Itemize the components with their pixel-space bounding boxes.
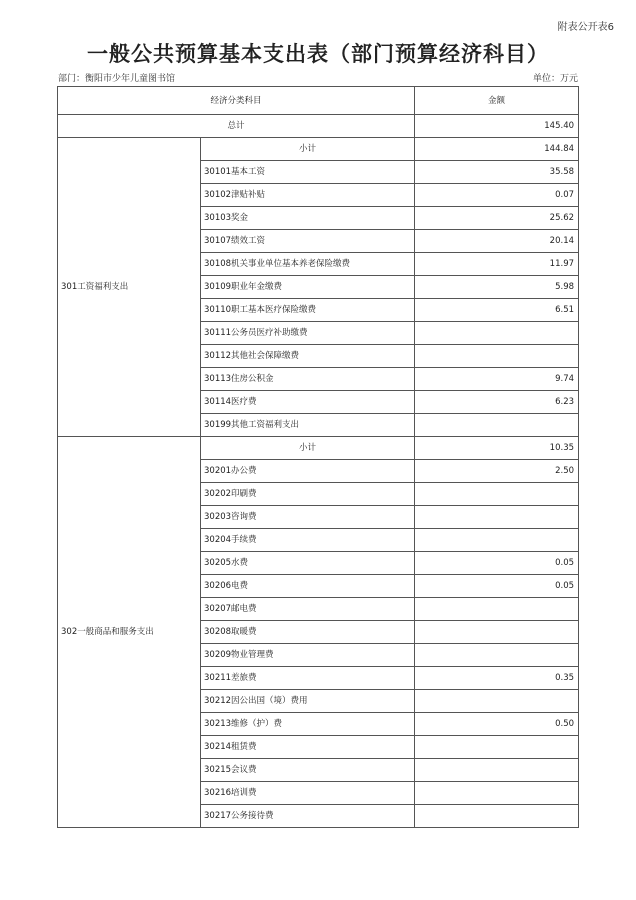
total-amount: 145.40 xyxy=(415,115,579,138)
item-name: 30114医疗费 xyxy=(201,391,415,414)
item-name: 30111公务员医疗补助缴费 xyxy=(201,322,415,345)
item-amount xyxy=(415,805,579,828)
item-name: 30199其他工资福利支出 xyxy=(201,414,415,437)
item-name: 30217公务接待费 xyxy=(201,805,415,828)
item-name: 30109职业年金缴费 xyxy=(201,276,415,299)
item-amount xyxy=(415,529,579,552)
item-amount xyxy=(415,621,579,644)
item-amount xyxy=(415,644,579,667)
item-amount xyxy=(415,322,579,345)
subtotal-amount: 10.35 xyxy=(415,437,579,460)
item-name: 30203咨询费 xyxy=(201,506,415,529)
category-label: 301工资福利支出 xyxy=(58,138,201,437)
item-amount: 9.74 xyxy=(415,368,579,391)
item-amount: 0.05 xyxy=(415,552,579,575)
item-amount xyxy=(415,506,579,529)
item-amount: 25.62 xyxy=(415,207,579,230)
item-name: 30206电费 xyxy=(201,575,415,598)
header-amount: 金额 xyxy=(415,87,579,115)
item-name: 30211差旅费 xyxy=(201,667,415,690)
item-name: 30212因公出国（境）费用 xyxy=(201,690,415,713)
item-amount: 11.97 xyxy=(415,253,579,276)
item-name: 30213维修（护）费 xyxy=(201,713,415,736)
item-name: 30102津贴补贴 xyxy=(201,184,415,207)
item-amount: 0.50 xyxy=(415,713,579,736)
item-name: 30208取暖费 xyxy=(201,621,415,644)
subtotal-label: 小计 xyxy=(201,437,415,460)
table-header-row xyxy=(58,87,579,115)
item-amount: 2.50 xyxy=(415,460,579,483)
item-name: 30113住房公积金 xyxy=(201,368,415,391)
item-amount xyxy=(415,759,579,782)
item-name: 30214租赁费 xyxy=(201,736,415,759)
item-amount: 0.35 xyxy=(415,667,579,690)
item-amount: 6.51 xyxy=(415,299,579,322)
item-name: 30110职工基本医疗保险缴费 xyxy=(201,299,415,322)
subtotal-row xyxy=(58,138,579,161)
category-label: 302一般商品和服务支出 xyxy=(58,437,201,828)
item-amount: 20.14 xyxy=(415,230,579,253)
item-name: 30209物业管理费 xyxy=(201,644,415,667)
item-amount: 0.05 xyxy=(415,575,579,598)
item-amount xyxy=(415,782,579,805)
unit-label: 单位：万元 xyxy=(532,74,578,84)
subtotal-amount: 144.84 xyxy=(415,138,579,161)
item-amount: 6.23 xyxy=(415,391,579,414)
item-amount xyxy=(415,414,579,437)
total-row xyxy=(58,115,579,138)
department-label: 部门：衡阳市少年儿童图书馆 xyxy=(58,74,176,84)
header-subject: 经济分类科目 xyxy=(58,87,415,115)
item-name: 30204手续费 xyxy=(201,529,415,552)
item-amount xyxy=(415,598,579,621)
budget-table xyxy=(57,86,579,828)
item-name: 30103奖金 xyxy=(201,207,415,230)
item-name: 30205水费 xyxy=(201,552,415,575)
item-name: 30202印刷费 xyxy=(201,483,415,506)
item-name: 30207邮电费 xyxy=(201,598,415,621)
item-amount xyxy=(415,483,579,506)
item-amount: 35.58 xyxy=(415,161,579,184)
form-number: 附表公开表6 xyxy=(557,22,614,33)
item-name: 30108机关事业单位基本养老保险缴费 xyxy=(201,253,415,276)
item-amount: 5.98 xyxy=(415,276,579,299)
subtotal-label: 小计 xyxy=(201,138,415,161)
total-label: 总计 xyxy=(58,115,415,138)
item-amount: 0.07 xyxy=(415,184,579,207)
item-name: 30107绩效工资 xyxy=(201,230,415,253)
item-name: 30201办公费 xyxy=(201,460,415,483)
item-name: 30216培训费 xyxy=(201,782,415,805)
page-title: 一般公共预算基本支出表（部门预算经济科目） xyxy=(87,41,549,66)
item-amount xyxy=(415,736,579,759)
item-name: 30112其他社会保障缴费 xyxy=(201,345,415,368)
subtotal-row xyxy=(58,437,579,460)
item-amount xyxy=(415,345,579,368)
item-name: 30215会议费 xyxy=(201,759,415,782)
item-amount xyxy=(415,690,579,713)
item-name: 30101基本工资 xyxy=(201,161,415,184)
